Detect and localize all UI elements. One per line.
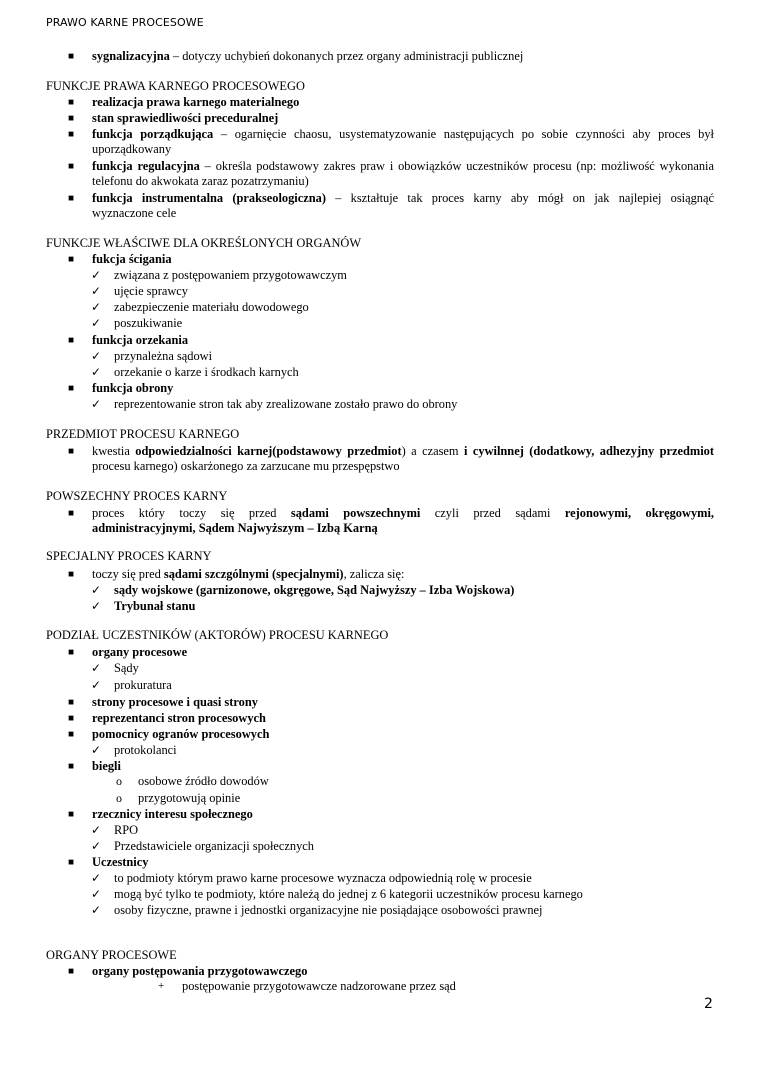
square-bullet-icon: ■ (68, 161, 75, 172)
section-title: FUNKCJE WŁAŚCIWE DLA OKREŚLONYCH ORGANÓW (46, 236, 362, 250)
check-icon: ✓ (91, 583, 102, 597)
circle-bullet-icon: o (116, 774, 122, 788)
circle-item: o przygotowują opinie (116, 791, 241, 805)
check-item: ✓ prokuratura (91, 678, 172, 692)
square-bullet-icon: ■ (68, 254, 75, 265)
square-bullet-icon: ■ (68, 193, 75, 204)
plus-item: + postępowanie przygotowawcze nadzorowane przez sąd (158, 979, 456, 993)
list-item: ■ funkcja porządkująca – ogarnięcie chaosu, usystematyzowanie następujących po sobie czynności aby proces był (68, 127, 714, 141)
square-bullet-icon: ■ (68, 51, 75, 62)
list-item: ■ funkcja regulacyjna – określa podstawowy zakres praw i obowiązków uczestników procesu (np: możliwość wykonania (68, 159, 715, 173)
check-icon: ✓ (91, 823, 102, 837)
list-item: ■ realizacja prawa karnego materialnego (68, 95, 300, 109)
check-icon: ✓ (91, 300, 102, 314)
square-bullet-icon: ■ (68, 966, 75, 977)
square-bullet-icon: ■ (68, 129, 75, 140)
list-item-continuation: wyznaczone cele (92, 206, 177, 220)
check-item: ✓ osoby fizyczne, prawne i jednostki organizacyjne nie posiądające osobowości prawnej (91, 903, 543, 917)
list-item: ■ kwestia odpowiedzialności karnej(podstawowy przedmiot) a czasem i cywilnnej (dodatkowy, adhezyjny przedmiot (68, 444, 714, 458)
square-bullet-icon: ■ (68, 335, 75, 346)
list-item-continuation: uporządkowany (92, 142, 172, 156)
list-item: ■ sygnalizacyjna – dotyczy uchybień dokonanych przez organy administracji publicznej (68, 49, 524, 63)
check-item: ✓ mogą być tylko te podmioty, które należą do jednej z 6 kategorii uczestników procesu karnego (91, 887, 583, 901)
check-item: ✓ Sądy (91, 661, 139, 675)
list-item: ■ proces który toczy się przed sądami powszechnymi czyli przed sądami rejonowymi, okręgowymi, (68, 506, 715, 520)
section-title: ORGANY PROCESOWE (46, 948, 177, 962)
check-item: ✓ orzekanie o karze i środkach karnych (91, 365, 299, 379)
section-title: PRZEDMIOT PROCESU KARNEGO (46, 427, 240, 441)
check-icon: ✓ (91, 599, 102, 613)
check-item: ✓ sądy wojskowe (garnizonowe, okgręgowe, Sąd Najwyższy – Izba Wojskowa) (91, 583, 515, 597)
section-title: POWSZECHNY PROCES KARNY (46, 489, 228, 503)
check-icon: ✓ (91, 871, 102, 885)
check-item: ✓ reprezentowanie stron tak aby zrealizowane zostało prawo do obrony (91, 397, 458, 411)
check-icon: ✓ (91, 743, 102, 757)
check-item: ✓ ujęcie sprawcy (91, 284, 188, 298)
circle-item: o osobowe źródło dowodów (116, 774, 269, 788)
check-icon: ✓ (91, 365, 102, 379)
square-bullet-icon: ■ (68, 713, 75, 724)
list-item: ■ funkcja instrumentalna (prakseologiczna) – kształtuje tak proces karny aby mógł on jak najlepiej osiągnąć (68, 191, 714, 205)
square-bullet-icon: ■ (68, 97, 75, 108)
check-item: ✓ zabezpieczenie materiału dowodowego (91, 300, 309, 314)
list-item: ■ toczy się pred sądami szczgólnymi (specjalnymi), zalicza się: (68, 567, 405, 581)
square-bullet-icon: ■ (68, 729, 75, 740)
list-item: ■ stan sprawiedliwości preceduralnej (68, 111, 279, 125)
section-title: SPECJALNY PROCES KARNY (46, 549, 212, 563)
square-bullet-icon: ■ (68, 761, 75, 772)
section-title: PODZIAŁ UCZESTNIKÓW (AKTORÓW) PROCESU KARNEGO (46, 628, 389, 642)
check-icon: ✓ (91, 397, 102, 411)
check-item: ✓ protokolanci (91, 743, 177, 757)
check-icon: ✓ (91, 284, 102, 298)
check-item: ✓ to podmioty którym prawo karne procesowe wyznacza odpowiednią rolę w procesie (91, 871, 532, 885)
list-item-continuation: administracyjnymi, Sądem Najwyższym – Izbą Karną (92, 521, 378, 535)
page-header: PRAWO KARNE PROCESOWE (46, 16, 204, 29)
list-item: ■ Uczestnicy (68, 855, 149, 869)
square-bullet-icon: ■ (68, 809, 75, 820)
check-item: ✓ związana z postępowaniem przygotowawczym (91, 268, 347, 282)
check-item: ✓ Przedstawiciele organizacji społecznych (91, 839, 314, 853)
list-item: ■ reprezentanci stron procesowych (68, 711, 266, 725)
list-item: ■ pomocnicy ogranów procesowych (68, 727, 270, 741)
list-item: ■ strony procesowe i quasi strony (68, 695, 258, 709)
square-bullet-icon: ■ (68, 697, 75, 708)
check-item: ✓ poszukiwanie (91, 316, 183, 330)
page-number: 2 (704, 996, 713, 1012)
list-item: ■ fukcja ścigania (68, 252, 172, 266)
list-item: ■ biegli (68, 759, 121, 773)
square-bullet-icon: ■ (68, 508, 75, 519)
list-item: ■ organy procesowe (68, 645, 188, 659)
check-icon: ✓ (91, 887, 102, 901)
check-icon: ✓ (91, 678, 102, 692)
check-icon: ✓ (91, 349, 102, 363)
check-item: ✓ RPO (91, 823, 139, 837)
check-item: ✓ przynależna sądowi (91, 349, 213, 363)
check-icon: ✓ (91, 268, 102, 282)
square-bullet-icon: ■ (68, 569, 75, 580)
list-item: ■ organy postępowania przygotowawczego (68, 964, 308, 978)
circle-bullet-icon: o (116, 791, 122, 805)
square-bullet-icon: ■ (68, 113, 75, 124)
list-item-continuation: telefonu do akwokata zaraz pozatrzymaniu) (92, 174, 309, 188)
check-icon: ✓ (91, 661, 102, 675)
check-icon: ✓ (91, 839, 102, 853)
square-bullet-icon: ■ (68, 647, 75, 658)
list-item: ■ funkcja obrony (68, 381, 174, 395)
list-item: ■ rzecznicy interesu społecznego (68, 807, 253, 821)
section-title: FUNKCJE PRAWA KARNEGO PROCESOWEGO (46, 79, 305, 93)
check-icon: ✓ (91, 903, 102, 917)
square-bullet-icon: ■ (68, 383, 75, 394)
list-item: ■ funkcja orzekania (68, 333, 189, 347)
list-item-continuation: procesu karnego) oskarżonego za zarzucane mu przespępstwo (92, 459, 400, 473)
plus-bullet-icon: + (158, 980, 165, 992)
check-icon: ✓ (91, 316, 102, 330)
square-bullet-icon: ■ (68, 857, 75, 868)
check-item: ✓ Trybunał stanu (91, 599, 196, 613)
square-bullet-icon: ■ (68, 446, 75, 457)
